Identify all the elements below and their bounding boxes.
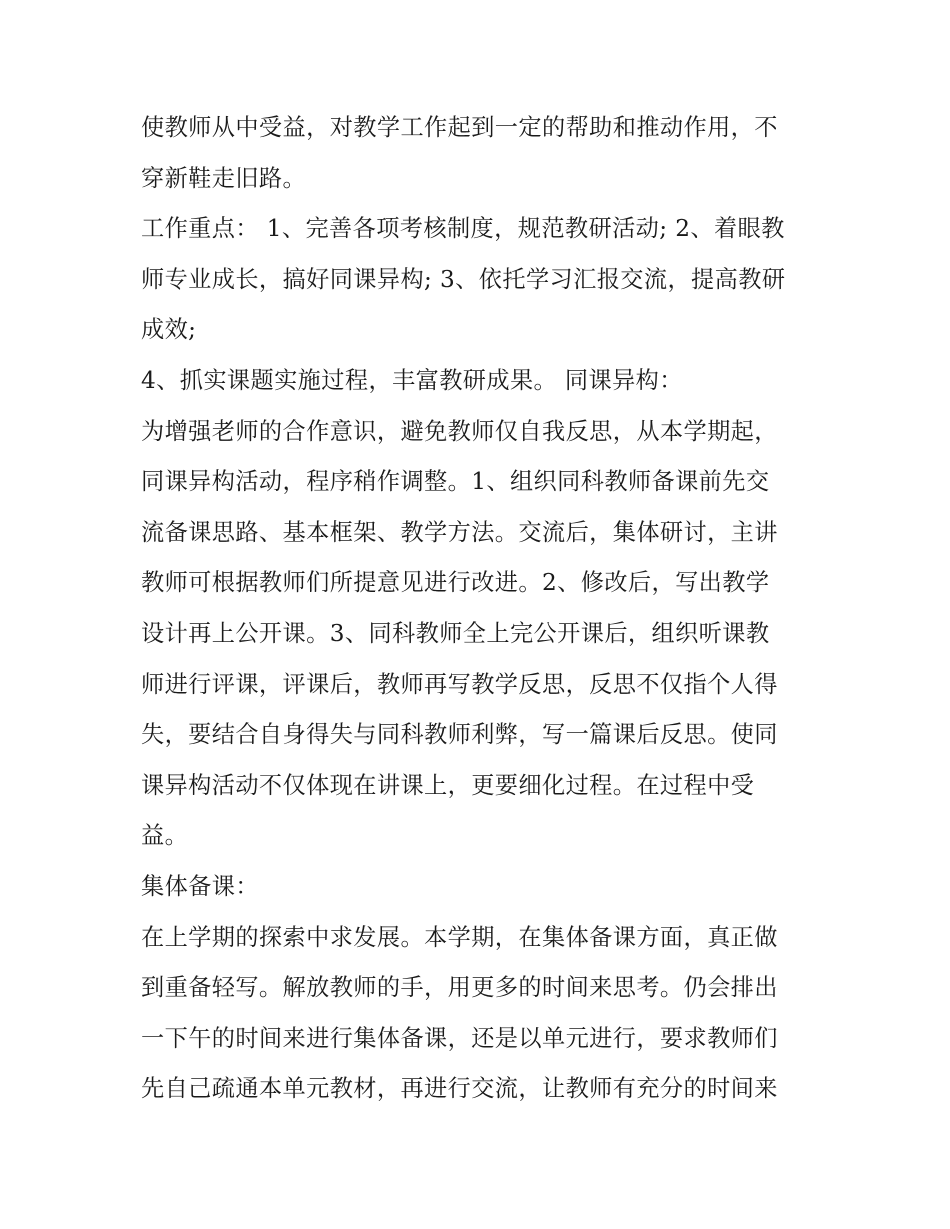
text-line: 同课异构活动，程序稍作调整。1、组织同科教师备课前先交: [141, 468, 770, 496]
text-line: 为增强老师的合作意识，避免教师仅自我反思，从本学期起，: [141, 417, 778, 445]
text-line: 穿新鞋走旧路。: [141, 164, 307, 192]
text-line: 师进行评课，评课后，教师再写教学反思，反思不仅指个人得: [141, 670, 778, 698]
text-line: 4、抓实课题实施过程，丰富教研成果。 同课异构：: [141, 366, 683, 394]
text-line: 设计再上公开课。3、同科教师全上完公开课后，组织听课教: [141, 619, 770, 647]
text-line: 工作重点： 1、完善各项考核制度，规范教研活动; 2、着眼教: [141, 215, 785, 243]
body-text: [141, 103, 813, 1115]
text-line: 一下午的时间来进行集体备课，还是以单元进行，要求教师们: [141, 1024, 778, 1052]
text-line: 流备课思路、基本框架、教学方法。交流后，集体研讨，主讲: [141, 518, 778, 546]
text-line: 使教师从中受益，对教学工作起到一定的帮助和推动作用，不: [141, 114, 778, 141]
text-line: 成效;: [141, 316, 197, 344]
text-line: 益。: [141, 822, 189, 850]
text-line: 集体备课：: [141, 872, 259, 900]
text-line: 教师可根据教师们所提意见进行改进。2、修改后，写出教学: [141, 569, 770, 597]
text-line: 师专业成长，搞好同课异构; 3、依托学习汇报交流，提高教研: [141, 265, 786, 293]
text-line: 到重备轻写。解放教师的手，用更多的时间来思考。仍会排出: [141, 974, 778, 1002]
text-line: 先自己疏通本单元教材，再进行交流，让教师有充分的时间来: [141, 1075, 778, 1103]
text-line: 在上学期的探索中求发展。本学期，在集体备课方面，真正做: [141, 923, 778, 951]
text-line: 失，要结合自身得失与同科教师利弊，写一篇课后反思。使同: [141, 721, 778, 749]
text-line: 课异构活动不仅体现在讲课上，更要细化过程。在过程中受: [141, 771, 755, 799]
